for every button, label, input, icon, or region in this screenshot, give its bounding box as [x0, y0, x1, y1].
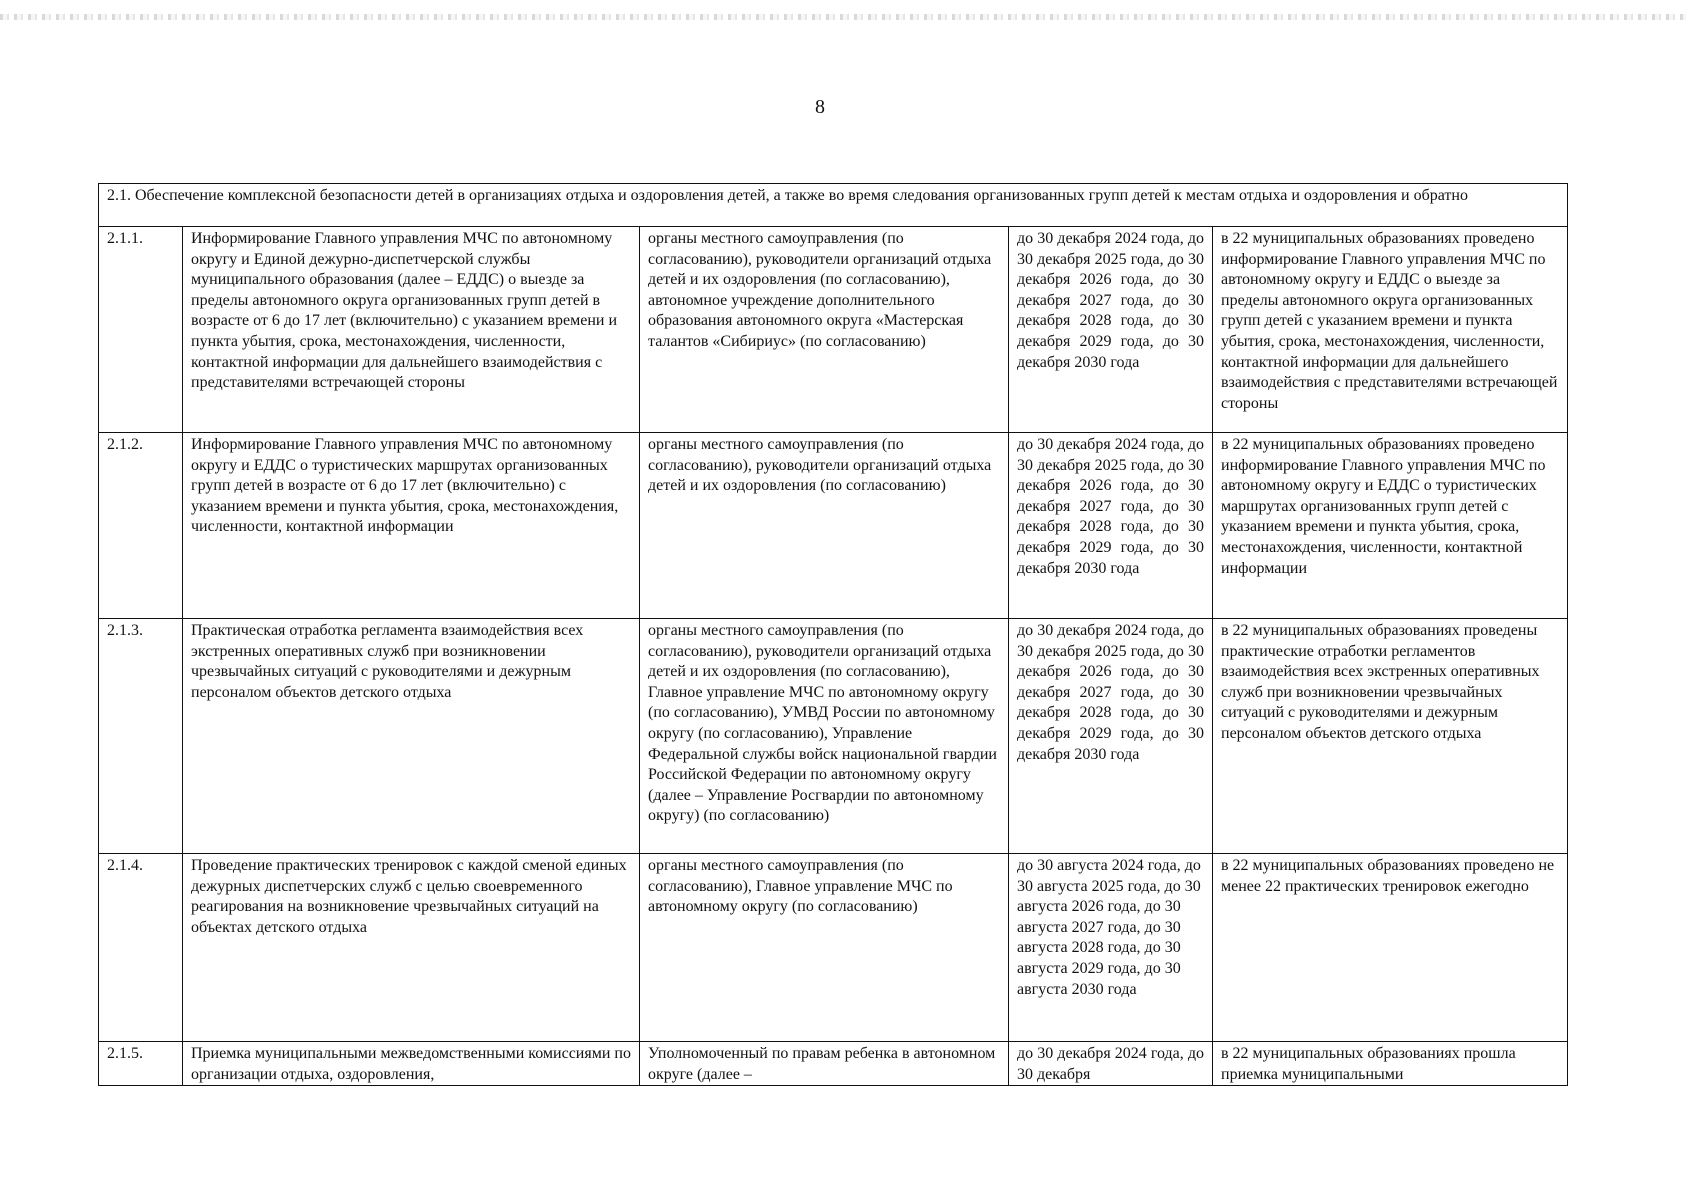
row-number: 2.1.3. — [99, 619, 183, 854]
deadline-cell: до 30 декабря 2024 года, до 30 декабря 2025 года, до 30 декабря 2026 года, до 30 декабря 2027 года, до 30 декабря 2028 года, до 30 декабря 2029 года, до 30 декабря 2030 года — [1009, 619, 1213, 854]
executors-cell: органы местного самоуправления (по согласованию), руководители организаций отдыха детей и их оздоровления (по согласованию), Главное управление МЧС по автономному округу (по согласованию), УМВД России по автономному округу (по согласованию), Управление Федеральной службы войск национальной гвардии Российской Федерации по автономному округу (далее – Управление Росгвардии по автономному округу) (по согласованию) — [640, 619, 1009, 854]
deadline-cell: до 30 декабря 2024 года, до 30 декабря 2025 года, до 30 декабря 2026 года, до 30 декабря 2027 года, до 30 декабря 2028 года, до 30 декабря 2029 года, до 30 декабря 2030 года — [1009, 227, 1213, 433]
page-number: 8 — [815, 96, 825, 118]
result-cell: в 22 муниципальных образованиях проведено не менее 22 практических тренировок ежегодно — [1213, 854, 1568, 1042]
scan-edge-artifact — [0, 14, 1686, 20]
section-heading-row — [99, 184, 1568, 227]
executors-cell: Уполномоченный по правам ребенка в автономном округе (далее – — [640, 1042, 1009, 1086]
action-cell: Информирование Главного управления МЧС по автономному округу и ЕДДС о туристических маршрутах организованных групп детей в возрасте от 6 до 17 лет (включительно) с указанием времени и пункта убытия, срока, местонахождения, численности, контактной информации — [183, 433, 640, 619]
executors-cell: органы местного самоуправления (по согласованию), Главное управление МЧС по автономному округу (по согласованию) — [640, 854, 1009, 1042]
table-row — [99, 854, 1568, 1042]
result-cell: в 22 муниципальных образованиях проведено информирование Главного управления МЧС по автономному округу и ЕДДС о выезде за пределы автономного округа организованных групп детей с указанием времени и пункта убытия, срока, местонахождения, численности, контактной информации для дальнейшего взаимодействия с представителями встречающей стороны — [1213, 227, 1568, 433]
row-number: 2.1.1. — [99, 227, 183, 433]
action-cell: Информирование Главного управления МЧС по автономному округу и Единой дежурно-диспетчерской службы муниципального образования (далее – ЕДДС) о выезде за пределы автономного округа организованных групп детей в возрасте от 6 до 17 лет (включительно) с указанием времени и пункта убытия, срока, местонахождения, численности, контактной информации для дальнейшего взаимодействия с представителями встречающей стороны — [183, 227, 640, 433]
executors-cell: органы местного самоуправления (по согласованию), руководители организаций отдыха детей и их оздоровления (по согласованию) — [640, 433, 1009, 619]
table-row — [99, 433, 1568, 619]
table-row — [99, 227, 1568, 433]
deadline-cell: до 30 августа 2024 года, до 30 августа 2025 года, до 30 августа 2026 года, до 30 августа 2027 года, до 30 августа 2028 года, до 30 августа 2029 года, до 30 августа 2030 года — [1009, 854, 1213, 1042]
table-row — [99, 1042, 1568, 1086]
action-cell: Проведение практических тренировок с каждой сменой единых дежурных диспетчерских служб с целью своевременного реагирования на возникновение чрезвычайных ситуаций на объектах детского отдыха — [183, 854, 640, 1042]
action-cell: Приемка муниципальными межведомственными комиссиями по организации отдыха, оздоровления, — [183, 1042, 640, 1086]
row-number: 2.1.5. — [99, 1042, 183, 1086]
result-cell: в 22 муниципальных образованиях проведены практические отработки регламентов взаимодействия всех экстренных оперативных служб при возникновении чрезвычайных ситуаций с руководителями и дежурным персоналом объектов детского отдыха — [1213, 619, 1568, 854]
row-number: 2.1.2. — [99, 433, 183, 619]
row-number: 2.1.4. — [99, 854, 183, 1042]
executors-cell: органы местного самоуправления (по согласованию), руководители организаций отдыха детей и их оздоровления (по согласованию), автономное учреждение дополнительного образования автономного округа «Мастерская талантов «Сибириус» (по согласованию) — [640, 227, 1009, 433]
result-cell: в 22 муниципальных образованиях проведено информирование Главного управления МЧС по автономному округу и ЕДДС о туристических маршрутах организованных групп детей с указанием времени и пункта убытия, срока, местонахождения, численности, контактной информации — [1213, 433, 1568, 619]
action-cell: Практическая отработка регламента взаимодействия всех экстренных оперативных служб при возникновении чрезвычайных ситуаций с руководителями и дежурным персоналом объектов детского отдыха — [183, 619, 640, 854]
action-plan-table — [98, 183, 1568, 1086]
result-cell: в 22 муниципальных образованиях прошла приемка муниципальными — [1213, 1042, 1568, 1086]
deadline-cell: до 30 декабря 2024 года, до 30 декабря — [1009, 1042, 1213, 1086]
table-row — [99, 619, 1568, 854]
section-title: 2.1. Обеспечение комплексной безопасности детей в организациях отдыха и оздоровления детей, а также во время следования организованных групп детей к местам отдыха и оздоровления и обратно — [99, 184, 1568, 227]
deadline-cell: до 30 декабря 2024 года, до 30 декабря 2025 года, до 30 декабря 2026 года, до 30 декабря 2027 года, до 30 декабря 2028 года, до 30 декабря 2029 года, до 30 декабря 2030 года — [1009, 433, 1213, 619]
